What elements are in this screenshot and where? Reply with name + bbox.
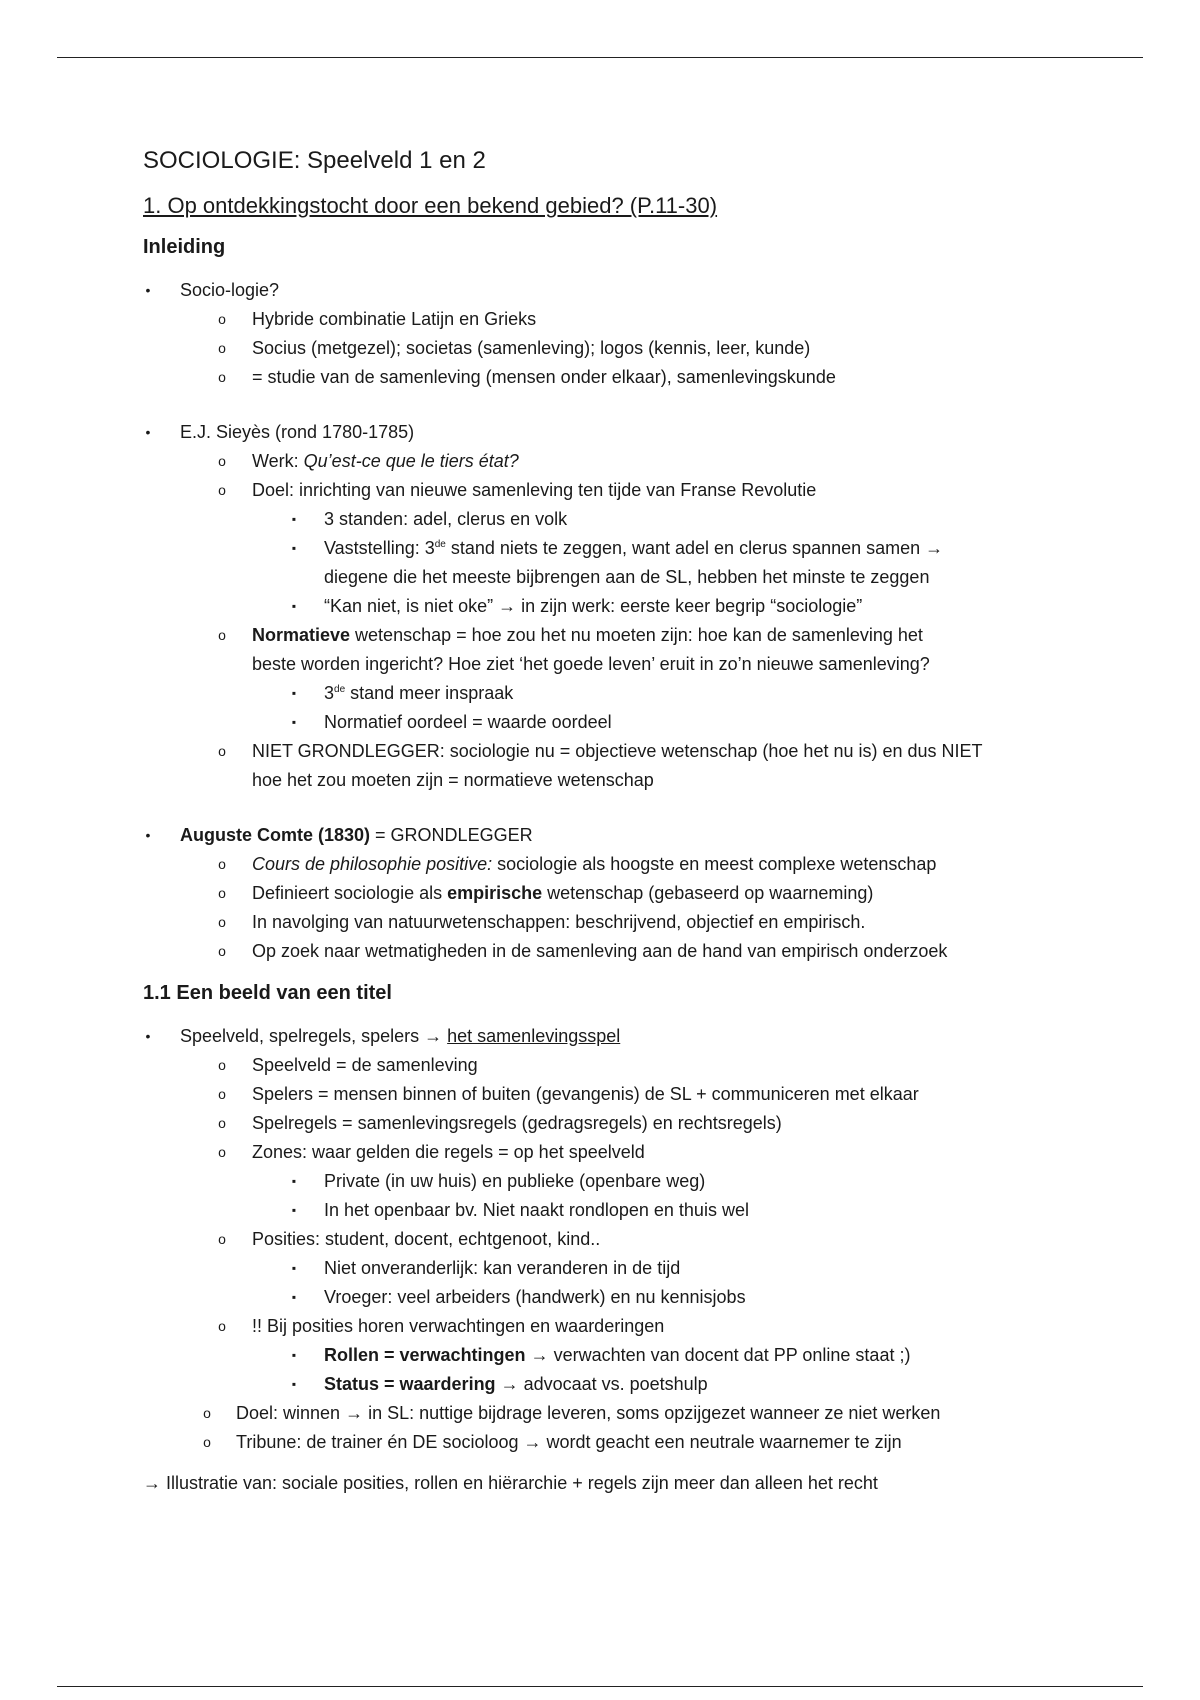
list-item-text: E.J. Sieyès (rond 1780-1785) <box>180 422 415 442</box>
document-title: SOCIOLOGIE: Speelveld 1 en 2 <box>143 147 486 174</box>
list-item-text: Definieert sociologie als <box>252 883 448 903</box>
circle-bullet-icon: o <box>218 369 226 385</box>
chapter-title: 1. Op ontdekkingstocht door een bekend gebied? (P.11-30) <box>143 193 718 218</box>
list-item <box>143 1428 1083 1457</box>
list-item <box>143 534 1083 592</box>
list-item-text: NIET GRONDLEGGER: sociologie nu = objectieve wetenschap (hoe het nu is) en dus NIET <box>252 741 983 761</box>
list-item-text: Vroeger: veel arbeiders (handwerk) en nu kennisjobs <box>324 1287 746 1307</box>
list-item <box>143 1225 1083 1254</box>
list-item-text: Posities: student, docent, echtgenoot, kind.. <box>252 1229 601 1249</box>
list-item-text: wetenschap (gebaseerd op waarneming) <box>542 883 874 903</box>
square-bullet-icon: ▪ <box>291 1261 297 1275</box>
list-item-text: In navolging van natuurwetenschappen: beschrijvend, objectief en empirisch. <box>252 912 866 932</box>
bold-term: Auguste Comte (1830) <box>180 825 371 845</box>
list-item <box>143 679 1083 708</box>
list-item-text: stand meer inspraak <box>345 683 514 703</box>
list-item <box>143 708 1083 737</box>
list-item-text: Private (in uw huis) en publieke (openbare weg) <box>324 1171 706 1191</box>
list-item <box>143 363 1083 392</box>
square-bullet-icon: ▪ <box>291 1377 297 1391</box>
list-item-text: diegene die het meeste bijbrengen aan de SL, hebben het minste te zeggen <box>324 567 930 587</box>
section-title-inleiding: Inleiding <box>143 236 226 258</box>
list-item <box>143 737 1083 795</box>
bold-term: Rollen = verwachtingen <box>324 1345 526 1365</box>
underlined-term: het samenlevingsspel <box>447 1026 621 1046</box>
square-bullet-icon: ▪ <box>291 541 297 555</box>
list-item <box>143 1399 1083 1428</box>
list-item <box>143 1138 1083 1167</box>
square-bullet-icon: ▪ <box>291 512 297 526</box>
list-item-text: sociologie als hoogste en meest complexe wetenschap <box>492 854 937 874</box>
list-item <box>143 418 1083 447</box>
footer-rule <box>57 1686 1143 1687</box>
list-item-text: = GRONDLEGGER <box>370 825 533 845</box>
square-bullet-icon: ▪ <box>291 1203 297 1217</box>
list-item-text: hoe het zou moeten zijn = normatieve wetenschap <box>252 770 654 790</box>
circle-bullet-icon: o <box>218 943 226 959</box>
circle-bullet-icon: o <box>203 1405 211 1421</box>
list-item-text: In het openbaar bv. Niet naakt rondlopen en thuis wel <box>324 1200 749 1220</box>
square-bullet-icon: ▪ <box>291 1290 297 1304</box>
section-title-1-1: 1.1 Een beeld van een titel <box>143 982 392 1004</box>
list-item-text: Tribune: de trainer én DE socioloog → wordt geacht een neutrale waarnemer te zijn <box>236 1432 902 1452</box>
list-item-text: Spelers = mensen binnen of buiten (gevangenis) de SL + communiceren met elkaar <box>252 1084 919 1104</box>
list-item <box>143 505 1083 534</box>
list-item-text: Hybride combinatie Latijn en Grieks <box>252 309 537 329</box>
list-item <box>143 476 1083 505</box>
square-bullet-icon: ▪ <box>291 1348 297 1362</box>
list-item-text: Werk: <box>252 451 304 471</box>
circle-bullet-icon: o <box>218 885 226 901</box>
list-item <box>143 1109 1083 1138</box>
list-item-text: Niet onveranderlijk: kan veranderen in de tijd <box>324 1258 681 1278</box>
list-item <box>143 334 1083 363</box>
list-item <box>143 850 1083 879</box>
list-item-text: “Kan niet, is niet oke” → in zijn werk: eerste keer begrip “sociologie” <box>324 596 863 616</box>
bullet-group-sieyes <box>143 418 1083 795</box>
list-item-text: Op zoek naar wetmatigheden in de samenleving aan de hand van empirisch onderzoek <box>252 941 948 961</box>
square-bullet-icon: ▪ <box>291 715 297 729</box>
list-item-text: = studie van de samenleving (mensen onder elkaar), samenlevingskunde <box>252 367 836 387</box>
circle-bullet-icon: o <box>218 914 226 930</box>
list-item-text: stand niets te zeggen, want adel en clerus spannen samen → <box>445 538 944 558</box>
superscript: de <box>334 684 346 695</box>
list-item <box>143 908 1083 937</box>
list-item <box>143 1312 1083 1341</box>
list-item-text: wetenschap = hoe zou het nu moeten zijn: hoe kan de samenleving het <box>350 625 923 645</box>
circle-bullet-icon: o <box>218 311 226 327</box>
list-item-text: Speelveld = de samenleving <box>252 1055 478 1075</box>
circle-bullet-icon: o <box>218 1231 226 1247</box>
circle-bullet-icon: o <box>218 627 226 643</box>
circle-bullet-icon: o <box>203 1434 211 1450</box>
bullet-icon: • <box>145 1028 151 1044</box>
list-item <box>143 305 1083 334</box>
list-item <box>143 821 1083 850</box>
circle-bullet-icon: o <box>218 340 226 356</box>
list-item-text: Normatief oordeel = waarde oordeel <box>324 712 612 732</box>
bold-term: empirische <box>447 883 543 903</box>
list-item <box>143 592 1083 621</box>
circle-bullet-icon: o <box>218 453 226 469</box>
list-item-text: → advocaat vs. poetshulp <box>495 1374 708 1394</box>
list-item-text: Doel: winnen → in SL: nuttige bijdrage leveren, soms opzijgezet wanneer ze niet werken <box>236 1403 941 1423</box>
document-body <box>143 140 1083 1498</box>
square-bullet-icon: ▪ <box>291 686 297 700</box>
list-item-text: 3 standen: adel, clerus en volk <box>324 509 568 529</box>
circle-bullet-icon: o <box>218 743 226 759</box>
list-item <box>143 1196 1083 1225</box>
superscript: de <box>434 539 446 550</box>
closing-note: → Illustratie van: sociale posities, rollen en hiërarchie + regels zijn meer dan alleen het recht <box>143 1473 878 1493</box>
list-item-text: !! Bij posities horen verwachtingen en waarderingen <box>252 1316 665 1336</box>
list-item <box>143 1341 1083 1370</box>
list-item-text: 3 <box>324 683 335 703</box>
list-item <box>143 276 1083 305</box>
list-item <box>143 1370 1083 1399</box>
list-item <box>143 1167 1083 1196</box>
square-bullet-icon: ▪ <box>291 599 297 613</box>
bold-term: Status = waardering <box>324 1374 496 1394</box>
bullet-icon: • <box>145 424 151 440</box>
list-item-text: Doel: inrichting van nieuwe samenleving ten tijde van Franse Revolutie <box>252 480 817 500</box>
list-item <box>143 1254 1083 1283</box>
square-bullet-icon: ▪ <box>291 1174 297 1188</box>
circle-bullet-icon: o <box>218 856 226 872</box>
circle-bullet-icon: o <box>218 1057 226 1073</box>
list-item-text: Spelregels = samenlevingsregels (gedragsregels) en rechtsregels) <box>252 1113 782 1133</box>
list-item-text: Zones: waar gelden die regels = op het speelveld <box>252 1142 645 1162</box>
list-item <box>143 1283 1083 1312</box>
list-item-text: Socio-logie? <box>180 280 280 300</box>
circle-bullet-icon: o <box>218 1086 226 1102</box>
bullet-icon: • <box>145 827 151 843</box>
list-item-text: Speelveld, spelregels, spelers → <box>180 1026 448 1046</box>
work-title: Qu’est-ce que le tiers état? <box>303 451 519 471</box>
list-item <box>143 1080 1083 1109</box>
list-item <box>143 1051 1083 1080</box>
bold-term: Normatieve <box>252 625 351 645</box>
list-item <box>143 447 1083 476</box>
circle-bullet-icon: o <box>218 1144 226 1160</box>
circle-bullet-icon: o <box>218 1115 226 1131</box>
list-item <box>143 879 1083 908</box>
list-item-text: → verwachten van docent dat PP online staat ;) <box>525 1345 911 1365</box>
bullet-group-comte <box>143 821 1083 966</box>
list-item <box>143 621 1083 679</box>
header-rule <box>57 57 1143 58</box>
list-item-text: beste worden ingericht? Hoe ziet ‘het goede leven’ eruit in zo’n nieuwe samenleving? <box>252 654 930 674</box>
list-item-text: Socius (metgezel); societas (samenleving); logos (kennis, leer, kunde) <box>252 338 811 358</box>
work-title: Cours de philosophie positive: <box>252 854 493 874</box>
bullet-group-socio-logie <box>143 276 1083 392</box>
list-item-text: Vaststelling: 3 <box>324 538 435 558</box>
list-item <box>143 1022 1083 1051</box>
bullet-group-samenlevingsspel <box>143 1022 1083 1457</box>
circle-bullet-icon: o <box>218 482 226 498</box>
circle-bullet-icon: o <box>218 1318 226 1334</box>
list-item <box>143 937 1083 966</box>
bullet-icon: • <box>145 282 151 298</box>
